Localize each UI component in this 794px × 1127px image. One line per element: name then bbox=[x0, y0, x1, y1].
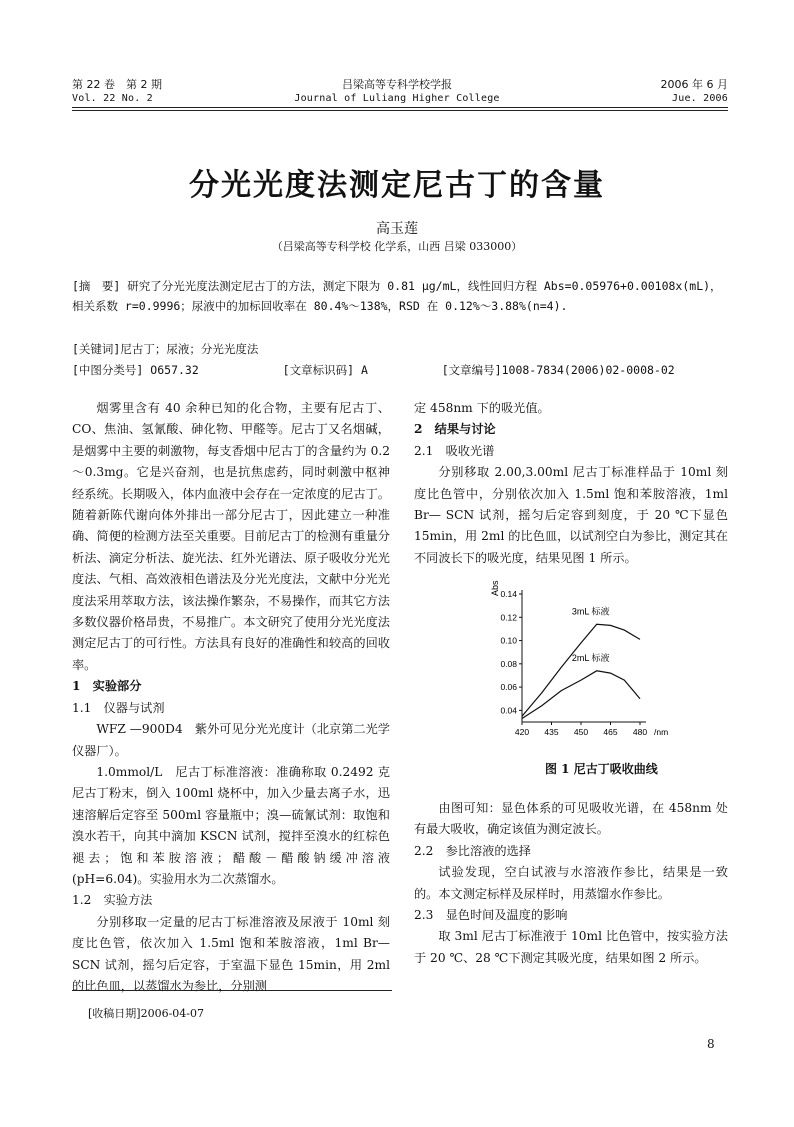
x-tick-label: 435 bbox=[544, 727, 559, 737]
y-tick-label: 0.08 bbox=[500, 658, 517, 669]
paper-title: 分光光度法测定尼古丁的含量 bbox=[189, 168, 605, 203]
figure-caption: 图 1 尼古丁吸收曲线 bbox=[545, 762, 658, 776]
section-2-2-heading: 2.2 参比溶液的选择 bbox=[414, 843, 531, 858]
reagents-paragraph: 1.0mmol/L 尼古丁标准溶液：准确称取 0.2492 克尼古丁粉末，倒入 100ml 烧杯中，加入少量去离子水，迅速溶解后定容至 500ml 容量瓶中；溴—硫氰试剂：取饱和溴水若干，向其中滴加 KSCN 试剂，搅拌至溴水的红棕色褪去；饱和苯胺溶液；醋酸－醋酸钠缓冲溶液(pH=6.04)。实验用水为二次蒸馏水。 bbox=[72, 764, 390, 886]
series-line-1 bbox=[522, 624, 640, 716]
article-id-label: [文章编号] bbox=[441, 363, 502, 377]
section-2-3-heading: 2.3 显色时间及温度的影响 bbox=[414, 908, 568, 923]
continued-text: 定 458nm 下的吸光值。 bbox=[414, 401, 550, 415]
y-tick-label: 0.14 bbox=[500, 589, 517, 599]
reference-paragraph: 试验发现，空白试液与水溶液作参比，结果是一致的。本文测定标样及尿样时，用蒸馏水作参比。 bbox=[414, 865, 728, 901]
page-number: 8 bbox=[707, 1037, 715, 1051]
intro-paragraph: 烟雾里含有 40 余种已知的化合物，主要有尼古丁、CO、焦油、氢氰酸、砷化物、甲醛等。尼古丁又名烟碱，是烟雾中主要的刺激物，每支香烟中尼古丁的含量约为 0.2～0.3mg。它是兴奋剂，也是抗焦虑药，同时刺激中枢神经系统。长期吸入，体内血液中会存在一定浓度的尼古丁。随着新陈代谢向体外排出一部分尼古丁，因此建立一种准确、简便的检测方法至关重要。目前尼古丁的检测有重量分析法、滴定分析法、旋光法、红外光谱法、原子吸收分光光度法、气相、高效液相色谱法及分光光度法，文献中分光光度法采用萃取方法，该法操作繁杂，不易操作，而其它方法多数仪器价格昂贵，不易推广。本文研究了使用分光光度法测定尼古丁的可行性。方法具有良好的准确性和较高的回收率。 bbox=[72, 401, 390, 672]
x-tick-label: 480 bbox=[632, 727, 648, 737]
x-tick-label: 420 bbox=[514, 727, 530, 737]
journal-name-cn: 吕梁高等专科学校学报 bbox=[342, 78, 452, 91]
instrument-paragraph: WFZ —900D4 紫外可见分光光度计（北京第二光学仪器厂）。 bbox=[72, 722, 390, 758]
clc-label: [中图分类号] bbox=[72, 363, 144, 377]
section-1-2-heading: 1.2 实验方法 bbox=[72, 893, 153, 908]
header-rule-2 bbox=[72, 110, 728, 111]
keywords-text: 尼古丁；尿液；分光光度法 bbox=[120, 342, 259, 356]
right-column-top bbox=[414, 398, 728, 569]
section-1-heading: 1 实验部分 bbox=[72, 679, 142, 694]
y-axis-label: Abs bbox=[490, 580, 500, 596]
section-2-1-heading: 2.1 吸收光谱 bbox=[414, 443, 495, 458]
footnote-rule bbox=[72, 990, 392, 991]
date-en: Jue. 2006 bbox=[672, 93, 728, 104]
x-tick-label: 450 bbox=[573, 727, 589, 737]
keywords-label: [关键词] bbox=[72, 342, 121, 356]
section-1-1-heading: 1.1 仪器与试剂 bbox=[72, 700, 165, 715]
left-column bbox=[72, 398, 390, 997]
author: 高玉莲 bbox=[376, 221, 418, 237]
absorption-chart bbox=[486, 572, 678, 748]
y-tick-label: 0.04 bbox=[500, 705, 517, 716]
x-tick-label: 465 bbox=[603, 727, 618, 737]
doc-code-label: [文章标识码] bbox=[282, 363, 354, 377]
result-paragraph: 由图可知：显色体系的可见吸收光谱，在 458nm 处有最大吸收，确定该值为测定波长。 bbox=[414, 801, 728, 837]
section-2-heading: 2 结果与讨论 bbox=[414, 422, 496, 437]
volume-issue-cn: 第 22 卷 第 2 期 bbox=[72, 78, 162, 91]
abstract-label: [摘 要] bbox=[72, 279, 121, 293]
clc-value: O657.32 bbox=[150, 363, 199, 377]
right-column-bottom bbox=[414, 798, 728, 969]
series-label-2: 2mL 标液 bbox=[571, 652, 610, 663]
date-cn: 2006 年 6 月 bbox=[660, 78, 728, 91]
received-date-footnote: [收稿日期]2006-04-07 bbox=[88, 1007, 205, 1020]
abstract bbox=[72, 276, 728, 316]
y-tick-label: 0.12 bbox=[500, 612, 517, 623]
keywords bbox=[72, 341, 258, 357]
temperature-paragraph: 取 3ml 尼古丁标准液于 10ml 比色管中，按实验方法于 20 ℃、28 ℃下测定其吸光度，结果如图 2 所示。 bbox=[414, 929, 728, 965]
journal-name-en: Journal of Luliang Higher College bbox=[294, 93, 500, 104]
abstract-text: 研究了分光光度法测定尼古丁的方法，测定下限为 0.81 μg/mL，线性回归方程 Abs=0.05976+0.00108x(mL)，相关系数 r=0.9996；尿液中的加标回收率在 80.4%～138%，RSD 在 0.12%～3.88%(n=4). bbox=[72, 279, 722, 313]
classification-line bbox=[72, 362, 675, 378]
x-axis-label: /nm bbox=[654, 727, 669, 737]
method-paragraph: 分别移取一定量的尼古丁标准溶液及尿液于 10ml 刻度比色管，依次加入 1.5ml 饱和苯胺溶液，1ml Br— SCN 试剂，摇匀后定容，于室温下显色 15min，用 2ml 的比色皿，以蒸馏水为参比，分别测 bbox=[72, 914, 390, 993]
doc-code-value: A bbox=[360, 363, 368, 377]
y-tick-label: 0.10 bbox=[500, 635, 517, 646]
header-rule bbox=[72, 107, 728, 108]
series-label-1: 3mL 标液 bbox=[571, 606, 610, 617]
volume-issue-en: Vol. 22 No. 2 bbox=[72, 93, 153, 104]
affiliation: （吕梁高等专科学校 化学系，山西 吕梁 033000） bbox=[271, 240, 523, 253]
y-tick-label: 0.06 bbox=[500, 682, 517, 693]
article-id-value: 1008-7834(2006)02-0008-02 bbox=[501, 363, 675, 377]
spectrum-paragraph: 分别移取 2.00,3.00ml 尼古丁标准样品于 10ml 刻度比色管中，分别依次加入 1.5ml 饱和苯胺溶液，1ml Br— SCN 试剂，摇匀后定容到刻度，于 20 ℃下显色 15min，用 2ml 的比色皿，以试剂空白为参比，测定其在不同波长下的吸光度，结果见图 1 所示。 bbox=[414, 465, 728, 565]
